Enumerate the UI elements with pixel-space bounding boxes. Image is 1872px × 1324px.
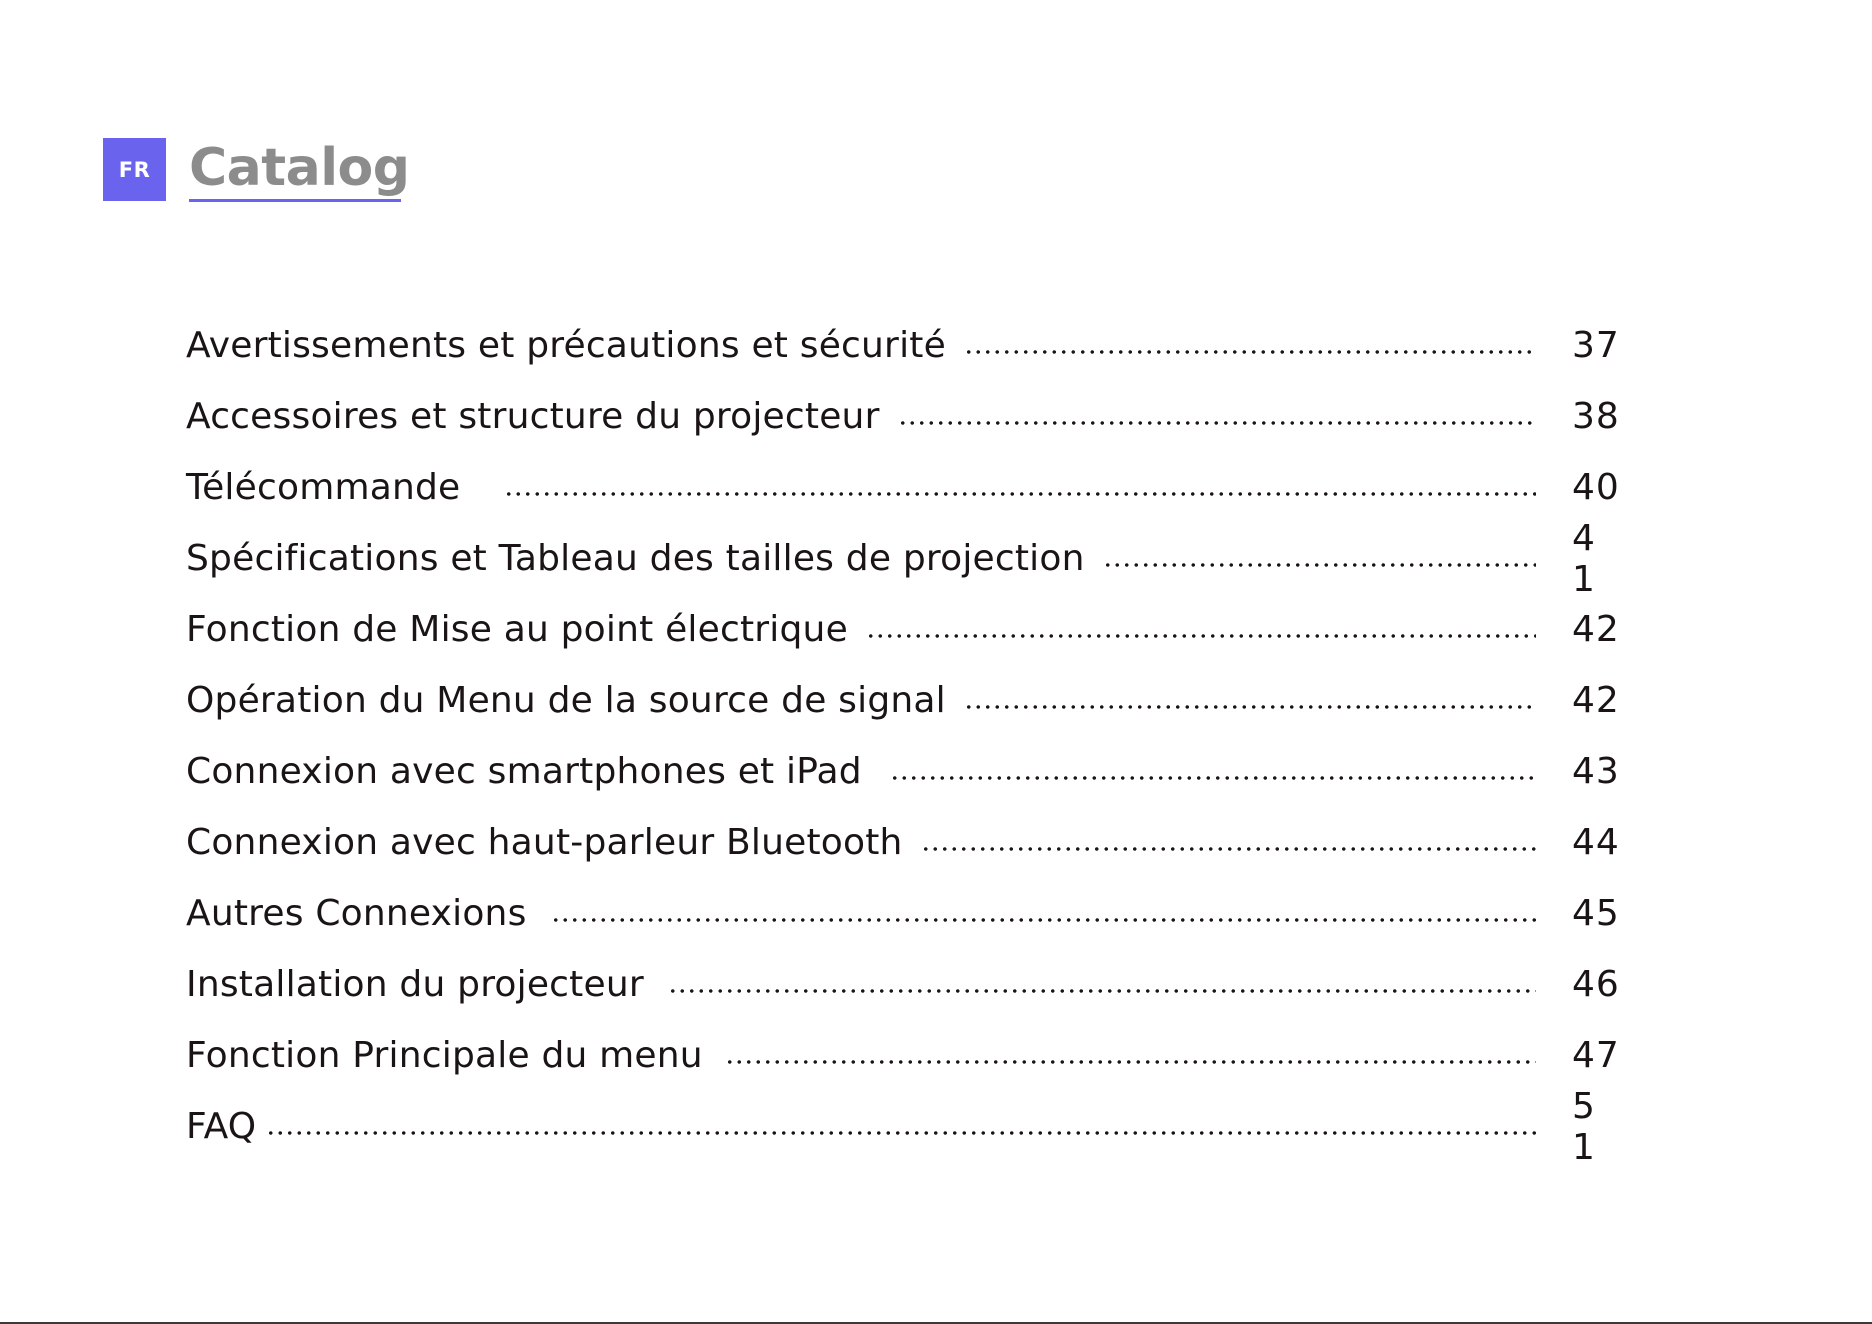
toc-leader: [921, 835, 1536, 851]
toc-entry-label: Connexion avec haut-parleur Bluetooth: [186, 822, 903, 863]
toc-entry[interactable]: [186, 594, 1626, 665]
page-header: [103, 138, 409, 201]
toc-entry[interactable]: [186, 878, 1626, 949]
language-badge: FR: [103, 138, 166, 201]
toc-leader: [964, 338, 1536, 354]
toc-entry-label: Télécommande: [186, 467, 461, 508]
toc-entry[interactable]: [186, 807, 1626, 878]
toc-entry[interactable]: [186, 381, 1626, 452]
toc-entry-page: 37: [1572, 325, 1620, 366]
toc-entry-page: 47: [1572, 1035, 1620, 1076]
toc-entry[interactable]: [186, 310, 1626, 381]
toc-entry-page: 45: [1572, 893, 1620, 934]
toc-leader: [551, 906, 1536, 922]
toc-entry-page: 44: [1572, 822, 1620, 863]
title-underline: [189, 199, 401, 202]
toc-leader: [866, 622, 1536, 638]
toc-entry-label: Fonction de Mise au point électrique: [186, 609, 848, 650]
toc-leader: [668, 977, 1536, 993]
toc-leader: [964, 693, 1536, 709]
toc-leader: [266, 1119, 1536, 1135]
toc-entry-page: 40: [1572, 467, 1620, 508]
toc-entry-label: FAQ: [186, 1106, 257, 1147]
toc-leader: [1103, 551, 1536, 567]
toc-entry-page: 42: [1572, 609, 1620, 650]
toc-entry[interactable]: [186, 1020, 1626, 1091]
toc-entry-page: 43: [1572, 751, 1620, 792]
toc-entry-label: Avertissements et précautions et sécurité: [186, 325, 946, 366]
toc-entry-page: 42: [1572, 680, 1620, 721]
toc-leader: [890, 764, 1536, 780]
page-title: Catalog: [189, 138, 410, 198]
title-container: [189, 138, 409, 201]
toc-entry-label: Fonction Principale du menu: [186, 1035, 703, 1076]
toc-leader: [898, 409, 1536, 425]
toc-entry[interactable]: [186, 736, 1626, 807]
toc-leader: [725, 1048, 1536, 1064]
toc-entry[interactable]: [186, 1085, 1626, 1168]
toc-entry-page: 4 1: [1572, 517, 1596, 600]
toc-entry-page: 46: [1572, 964, 1620, 1005]
toc-entry-label: Connexion avec smartphones et iPad: [186, 751, 862, 792]
table-of-contents: [186, 310, 1626, 1168]
toc-entry-label: Accessoires et structure du projecteur: [186, 396, 880, 437]
toc-entry-label: Installation du projecteur: [186, 964, 644, 1005]
toc-entry-label: Autres Connexions: [186, 893, 527, 934]
toc-entry[interactable]: [186, 949, 1626, 1020]
toc-entry-page: 38: [1572, 396, 1620, 437]
toc-leader: [504, 480, 1536, 496]
toc-entry[interactable]: [186, 452, 1626, 523]
toc-entry[interactable]: [186, 517, 1626, 600]
toc-entry-label: Opération du Menu de la source de signal: [186, 680, 946, 721]
toc-entry[interactable]: [186, 665, 1626, 736]
toc-entry-page: 5 1: [1572, 1085, 1596, 1168]
toc-entry-label: Spécifications et Tableau des tailles de projection: [186, 538, 1085, 579]
